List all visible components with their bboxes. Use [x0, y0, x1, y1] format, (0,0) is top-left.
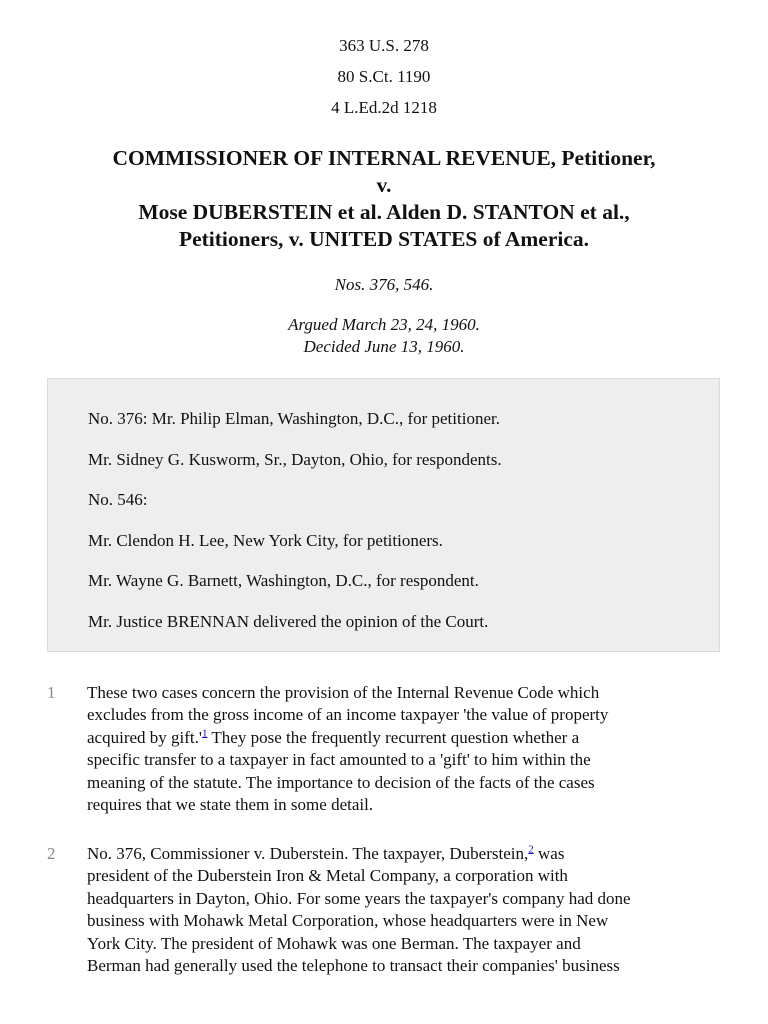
- citation-us: 363 U.S. 278: [339, 36, 429, 55]
- text-line: requires that we state them in some detail.: [87, 795, 374, 815]
- text-line: [87, 727, 727, 749]
- citation-sct: 80 S.Ct. 1190: [337, 67, 431, 86]
- opinion-author-line: Mr. Justice BRENNAN delivered the opinion of the Court.: [88, 612, 489, 631]
- text-segment: They pose the frequently recurrent question whether a: [207, 727, 580, 747]
- paragraph-number: 1: [47, 683, 56, 702]
- argued-date: Argued March 23, 24, 1960.: [288, 315, 480, 334]
- paragraph-text: [87, 843, 727, 977]
- paragraph-number: 2: [47, 844, 56, 863]
- case-citations: [0, 34, 768, 127]
- counsel-line: Mr. Clendon H. Lee, New York City, for petitioners.: [88, 531, 443, 550]
- docket-numbers: Nos. 376, 546.: [334, 275, 434, 294]
- counsel-line: Mr. Wayne G. Barnett, Washington, D.C., for respondent.: [88, 571, 479, 590]
- text-line: business with Mohawk Metal Corporation, whose headquarters were in New: [87, 911, 609, 931]
- counsel-box: [47, 378, 720, 652]
- text-line: Berman had generally used the telephone to transact their companies' business: [87, 956, 620, 976]
- case-title: [40, 145, 728, 253]
- text-line: These two cases concern the provision of the Internal Revenue Code which: [87, 683, 600, 702]
- text-segment: acquired by gift.': [87, 727, 202, 747]
- counsel-line: No. 376: Mr. Philip Elman, Washington, D.C., for petitioner.: [88, 409, 500, 428]
- text-line: excludes from the gross income of an income taxpayer 'the value of property: [87, 705, 609, 725]
- decided-date: Decided June 13, 1960.: [303, 337, 465, 356]
- text-segment: No. 376, Commissioner v. Duberstein. The taxpayer, Duberstein,: [87, 844, 529, 863]
- text-line: president of the Duberstein Iron & Metal Company, a corporation with: [87, 866, 568, 886]
- title-line: Mose DUBERSTEIN et al. Alden D. STANTON et al.,: [138, 200, 630, 224]
- case-dates: [0, 314, 768, 358]
- title-line: v.: [376, 173, 392, 197]
- title-line: COMMISSIONER OF INTERNAL REVENUE, Petitioner,: [112, 146, 656, 170]
- text-line: headquarters in Dayton, Ohio. For some years the taxpayer's company had done: [87, 888, 631, 908]
- text-line: meaning of the statute. The importance to decision of the facts of the cases: [87, 772, 595, 792]
- citation-led: 4 L.Ed.2d 1218: [331, 98, 437, 117]
- text-line: York City. The president of Mohawk was one Berman. The taxpayer and: [87, 933, 581, 953]
- title-line: Petitioners, v. UNITED STATES of America.: [178, 227, 590, 251]
- counsel-line: No. 546:: [88, 490, 148, 509]
- footnote-link[interactable]: 2: [528, 843, 534, 856]
- text-line: specific transfer to a taxpayer in fact amounted to a 'gift' to him within the: [87, 750, 591, 770]
- text-line: [87, 843, 727, 865]
- counsel-line: Mr. Sidney G. Kusworm, Sr., Dayton, Ohio, for respondents.: [88, 450, 502, 469]
- text-segment: was: [538, 844, 565, 863]
- footnote-link[interactable]: 1: [201, 727, 208, 740]
- paragraph-text: [87, 682, 727, 816]
